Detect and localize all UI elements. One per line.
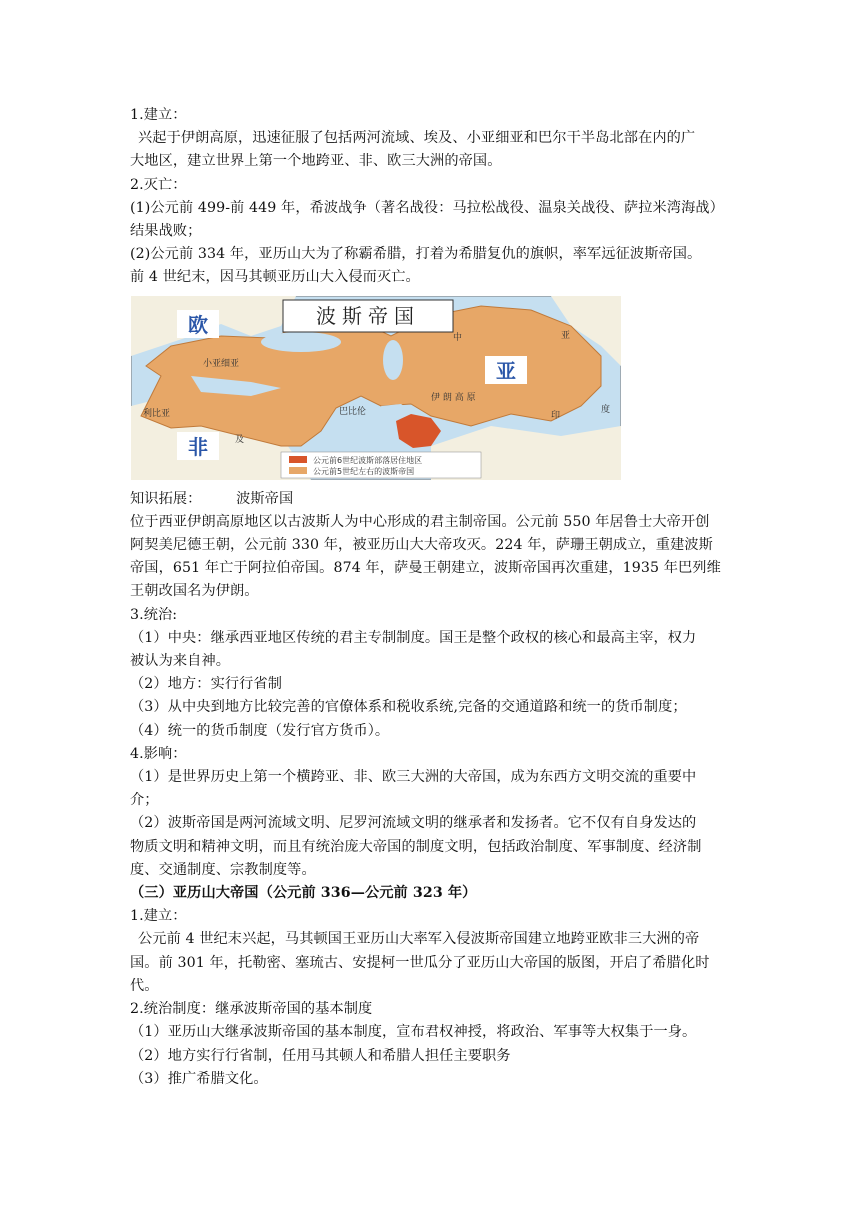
svg-text:公元前5世纪左右的波斯帝国 <box>313 466 414 476</box>
section-heading: 2.灭亡： <box>130 176 187 193</box>
map-title: 波斯帝国 <box>316 303 420 328</box>
list-item: （2）地方：实行行省制 <box>130 676 283 693</box>
svg-text:欧 <box>188 313 208 337</box>
list-item-continued: 物质文明和精神文明，而且有统治庞大帝国的制度文明，包括政治制度、军事制度、经济制 <box>130 838 702 855</box>
svg-text:及 <box>235 434 244 445</box>
section-heading: 2.统治制度：继承波斯帝国的基本制度 <box>130 1001 373 1018</box>
map-place-label: 利比亚 <box>143 408 171 419</box>
paragraph-line: 代。 <box>130 977 159 994</box>
map-legend-swatch-empire <box>289 467 307 474</box>
map-place-label: 度 <box>601 404 611 415</box>
paragraph-line: 阿契美尼德王朝，公元前 330 年，被亚历山大大帝攻灭。224 年，萨珊王朝成立，重建波斯 <box>130 537 713 554</box>
map-caspian-sea <box>383 340 403 380</box>
map-place-label: 中 <box>453 332 463 343</box>
paragraph-line: 位于西亚伊朗高原地区以古波斯人为中心形成的君主制帝国。公元前 550 年居鲁士大帝开创 <box>130 513 710 530</box>
svg-text:亚 <box>561 330 570 341</box>
section-heading: 1.建立： <box>130 908 187 925</box>
persian-empire-map <box>131 296 621 480</box>
list-item: （2）地方实行行省制，任用马其顿人和希腊人担任主要职务 <box>130 1047 511 1064</box>
section-heading: 3.统治: <box>130 606 178 623</box>
list-item-continued: 前 4 世纪末，因马其顿亚历山大入侵而灭亡。 <box>130 269 420 286</box>
list-item-continued: 被认为来自神。 <box>130 653 231 670</box>
extension-label: 知识拓展： <box>130 490 202 507</box>
paragraph-line: 大地区，建立世界上第一个地跨亚、非、欧三大洲的帝国。 <box>130 153 502 170</box>
list-item-continued: 结果战败； <box>130 223 202 240</box>
list-item: (2)公元前 334 年，亚历山大为了称霸希腊，打着为希腊复仇的旗帜，率军远征波斯帝国。 <box>130 246 702 263</box>
list-item: （3）从中央到地方比较完善的官僚体系和税收系统,完备的交通道路和统一的货币制度； <box>130 699 687 716</box>
section-heading: 1.建立： <box>130 107 187 123</box>
map-place-label: 印 <box>551 410 561 421</box>
chapter-heading: （三）亚历山大帝国（公元前 336—公元前 323 年） <box>130 885 477 902</box>
list-item: (1)公元前 499-前 449 年，希波战争（著名战役：马拉松战役、温泉关战役、萨拉米湾海战） <box>130 199 724 216</box>
svg-text:利比亚 <box>143 407 170 419</box>
document-body <box>130 104 730 1091</box>
list-item-continued: 度、交通制度、宗教制度等。 <box>130 861 316 878</box>
map-label-africa: 非 <box>188 434 208 459</box>
svg-text:印 <box>551 409 560 421</box>
list-item: （1）中央：继承西亚地区传统的君主专制制度。国王是整个政权的核心和最高主宰，权力 <box>130 629 697 646</box>
map-place-label: 及 <box>235 434 245 445</box>
map-place-label: 伊 朗 高 原 <box>431 392 476 403</box>
extension-topic: 波斯帝国 <box>236 490 294 507</box>
svg-text:度 <box>601 403 610 415</box>
svg-text:巴比伦 <box>339 405 366 417</box>
list-item: （2）波斯帝国是两河流域文明、尼罗河流域文明的继承者和发扬者。它不仅有自身发达的 <box>130 815 697 832</box>
svg-text:伊 朗 高 原 <box>431 391 476 403</box>
list-item: （1）是世界历史上第一个横跨亚、非、欧三大洲的大帝国，成为东西方文明交流的重要中 <box>130 769 697 786</box>
map-place-label: 小亚细亚 <box>203 358 240 369</box>
list-item: （3）推广希腊文化。 <box>130 1070 268 1087</box>
paragraph-line: 王朝改国名为伊朗。 <box>130 583 259 600</box>
paragraph-line: 兴起于伊朗高原，迅速征服了包括两河流域、埃及、小亚细亚和巴尔干半岛北部在内的广 <box>138 130 696 147</box>
section-heading: 4.影响： <box>130 745 187 762</box>
paragraph-line: 公元前 4 世纪末兴起，马其顿国王亚历山大率军入侵波斯帝国建立地跨亚欧非三大洲的帝 <box>138 931 700 948</box>
map-label-europe: 欧 <box>188 312 208 337</box>
extension-heading <box>130 488 730 511</box>
map-legend-label: 公元前5世纪左右的波斯帝国 <box>313 466 415 476</box>
map-black-sea <box>261 332 341 352</box>
map-legend-label: 公元前6世纪波斯部落居住地区 <box>313 455 423 465</box>
paragraph-line: 国。前 301 年，托勒密、塞琉古、安提柯一世瓜分了亚历山大帝国的版图，开启了希腊化时 <box>130 954 710 971</box>
svg-text:波斯帝国 <box>316 304 420 328</box>
map-legend-swatch-core <box>289 456 307 463</box>
paragraph-line: 帝国，651 年亡于阿拉伯帝国。874 年，萨曼王朝建立，波斯帝国再次重建，1935 年巴列维 <box>130 560 721 577</box>
svg-text:非 <box>188 435 208 459</box>
map-label-asia: 亚 <box>496 358 516 383</box>
svg-text:小亚细亚 <box>203 357 239 369</box>
list-item: （4）统一的货币制度（发行官方货币）。 <box>130 722 390 739</box>
svg-text:亚 <box>496 359 516 383</box>
svg-text:中 <box>453 331 462 343</box>
map-place-label: 巴比伦 <box>339 406 367 417</box>
list-item-continued: 介； <box>130 792 159 809</box>
svg-text:公元前6世纪波斯部落居住地区 <box>313 455 422 465</box>
map-place-label: 亚 <box>561 330 571 341</box>
list-item: （1）亚历山大继承波斯帝国的基本制度，宣布君权神授，将政治、军事等大权集于一身。 <box>130 1024 697 1041</box>
